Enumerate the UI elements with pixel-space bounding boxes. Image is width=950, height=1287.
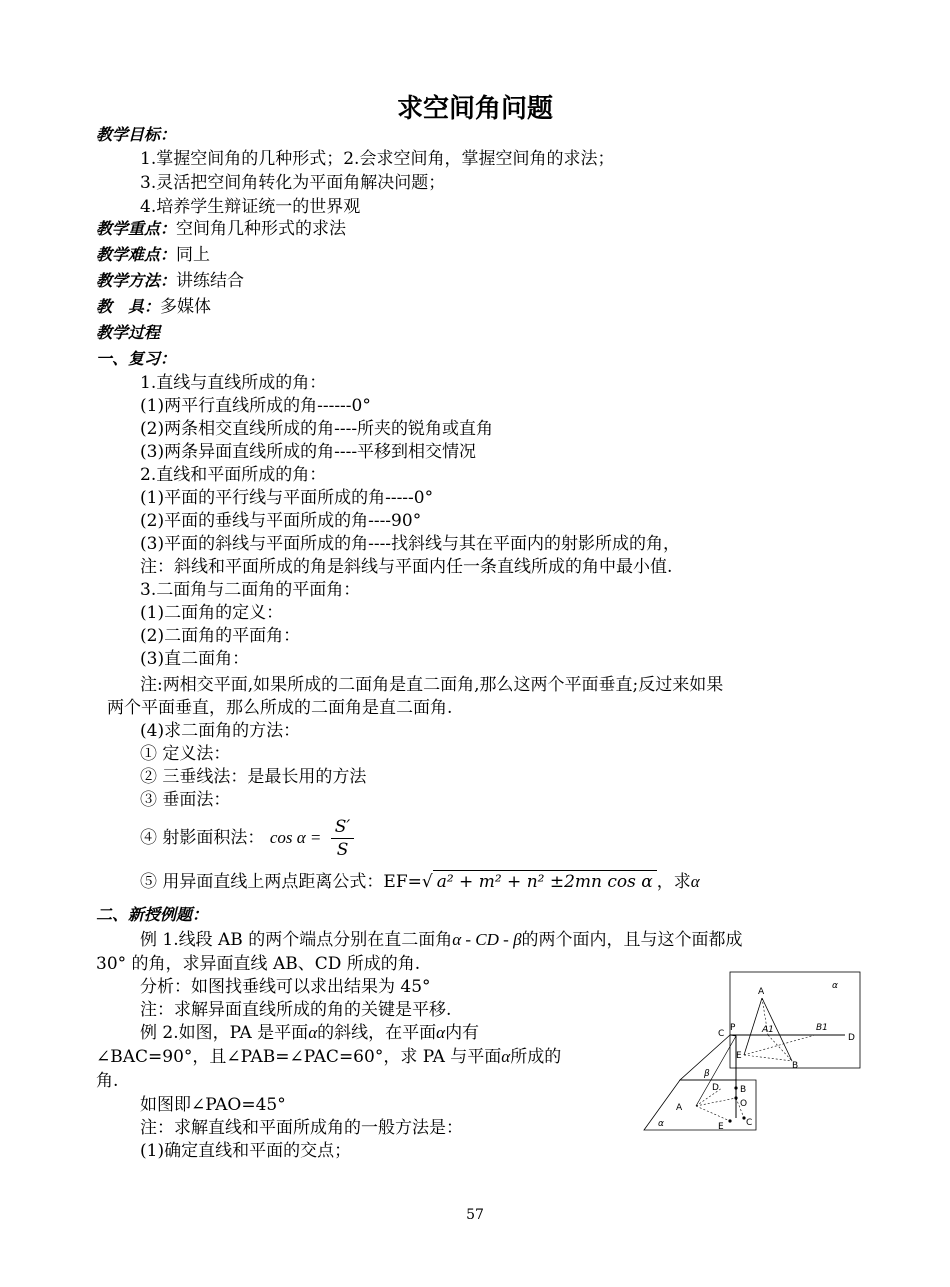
key-point-row — [96, 218, 346, 240]
line-ae — [744, 998, 762, 1055]
ex2-text-a: 例 2.如图，PA 是平面 — [140, 1023, 309, 1043]
review-line: (2)两条相交直线所成的角----所夹的锐角或直角 — [140, 419, 494, 439]
ex2-note: 注：求解直线和平面所成角的一般方法是： — [140, 1118, 463, 1138]
review-line: (1)二面角的定义： — [140, 603, 284, 623]
label-e-top: E — [736, 1051, 742, 1061]
distance-label: ⑤ 用异面直线上两点距离公式：EF= — [140, 872, 422, 892]
distance-formula-row — [140, 870, 700, 893]
review-line: 注:两相交平面,如果所成的二面角是直二面角,那么这两个平面垂直;反过来如果 — [140, 675, 724, 695]
ex2-line-2 — [96, 1046, 561, 1068]
distance-alpha: α — [690, 872, 700, 891]
ex1-text-a: 例 1.线段 AB 的两个端点分别在直二面角 — [140, 930, 453, 950]
review-line: (3)两条异面直线所成的角----平移到相交情况 — [140, 442, 477, 462]
ex1-text-b: 的两个面内，且与这个面都成 — [521, 930, 743, 950]
projection-formula-row — [140, 812, 354, 864]
line-ao — [696, 1098, 736, 1106]
line-a1-b — [768, 1035, 792, 1061]
line-e-d — [744, 1035, 815, 1055]
label-a-bottom: A — [676, 1103, 683, 1113]
difficulty-row — [96, 244, 210, 266]
label-o-bottom: O — [740, 1099, 748, 1109]
label-b-top: B — [792, 1061, 799, 1071]
ex1-line-1 — [140, 929, 743, 951]
goal-label: 教学目标： — [96, 125, 177, 144]
ex2-line2-text-a: ∠BAC=90°，且∠PAB=∠PAC=60°，求 PA 与平面 — [96, 1047, 502, 1067]
distance-tail: ，求 — [656, 872, 691, 892]
ex1-line-2: 30° 的角，求异面直线 AB、CD 所成的角. — [96, 954, 421, 974]
review-line: 两个平面垂直，那么所成的二面角是直二面角. — [107, 698, 453, 718]
process-label: 教学过程 — [96, 323, 161, 342]
projection-label: ④ 射影面积法： — [140, 828, 265, 848]
line-pa — [696, 1036, 736, 1106]
page-number: 57 — [466, 1207, 484, 1223]
review-line: ③ 垂面法： — [140, 790, 231, 810]
point-e — [728, 1119, 731, 1122]
line-e-b — [744, 1055, 792, 1061]
label-alpha-top: α — [832, 981, 838, 991]
ex2-alpha-1: α — [308, 1023, 318, 1042]
label-b1-top: B1 — [816, 1023, 828, 1033]
method-row — [96, 270, 244, 292]
sqrt-sign: √ — [421, 872, 433, 892]
difficulty-label: 教学难点： — [96, 245, 177, 264]
page-title: 求空间角问题 — [396, 94, 553, 124]
ex1-note: 注：求解异面直线所成的角的关键是平移. — [140, 1000, 452, 1020]
review-line: 3.二面角与二面角的平面角： — [140, 580, 361, 600]
ex1-math: α - CD - β — [452, 930, 522, 949]
ex1-analysis: 分析：如图找垂线可以求出结果为 45° — [140, 977, 431, 997]
review-line: 2.直线和平面所成的角： — [140, 465, 327, 485]
difficulty-text: 同上 — [176, 245, 211, 265]
label-alpha-bottom: α — [658, 1119, 664, 1129]
ex2-answer: 如图即∠PAO=45° — [140, 1095, 286, 1115]
ex2-line2-text-b: 所成的 — [510, 1047, 562, 1067]
review-line: (1)平面的平行线与平面所成的角-----0° — [140, 488, 434, 508]
ex2-alpha-2: α — [436, 1023, 446, 1042]
projection-fraction — [331, 816, 355, 861]
tools-text: 多媒体 — [160, 297, 212, 317]
projection-lhs: cos α = — [269, 828, 322, 847]
projection-numerator: S′ — [331, 816, 355, 839]
examples-heading: 二、新授例题： — [96, 905, 209, 924]
review-line: (4)求二面角的方法： — [140, 721, 301, 741]
label-a1-top: A1 — [762, 1025, 774, 1035]
review-line: ① 定义法： — [140, 744, 231, 764]
key-point-text: 空间角几种形式的求法 — [176, 219, 347, 239]
method-text: 讲练结合 — [176, 271, 245, 291]
label-b-bottom: B — [740, 1085, 747, 1095]
point-b — [734, 1086, 737, 1089]
ex2-text-c: 内有 — [445, 1023, 480, 1043]
goal-line-1: 1.掌握空间角的几种形式；2.会求空间角，掌握空间角的求法； — [140, 149, 615, 169]
review-line: (2)平面的垂线与平面所成的角----90° — [140, 511, 422, 531]
label-a-top: A — [758, 987, 765, 997]
goal-line-3: 4.培养学生辩证统一的世界观 — [140, 197, 361, 217]
label-c-bottom: C — [746, 1118, 753, 1128]
tools-label: 教 具： — [96, 297, 161, 316]
distance-radicand: a² + m² + n² ±2mn cos α — [433, 870, 657, 893]
review-line: ② 三垂线法：是最长用的方法 — [140, 767, 367, 787]
goal-line-2: 3.灵活把空间角转化为平面角解决问题； — [140, 173, 446, 193]
method-label: 教学方法： — [96, 271, 177, 290]
ex2-text-b: 的斜线，在平面 — [317, 1023, 437, 1043]
review-line: 1.直线与直线所成的角： — [140, 373, 327, 393]
label-d-bottom: D — [712, 1083, 719, 1093]
review-line: (3)平面的斜线与平面所成的角----找斜线与其在平面内的射影所成的角， — [140, 534, 681, 554]
tools-row — [96, 296, 211, 318]
label-e-bottom: E — [718, 1122, 724, 1132]
ex2-step-1: (1)确定直线和平面的交点； — [140, 1141, 352, 1161]
projection-denominator: S — [336, 840, 349, 860]
ex2-line-1 — [140, 1022, 479, 1044]
dihedral-figure — [640, 968, 870, 1138]
review-line: 注：斜线和平面所成的角是斜线与平面内任一条直线所成的角中最小值. — [140, 557, 673, 577]
label-beta-bottom: β — [704, 1069, 710, 1079]
line-ae — [696, 1106, 730, 1121]
key-point-label: 教学重点： — [96, 219, 177, 238]
point-o — [734, 1096, 737, 1099]
ex2-line-3: 角. — [96, 1071, 119, 1091]
review-line: (2)二面角的平面角： — [140, 626, 301, 646]
review-line: (3)直二面角： — [140, 649, 250, 669]
ex2-alpha-3: α — [501, 1047, 511, 1066]
review-line: (1)两平行直线所成的角------0° — [140, 396, 371, 416]
label-d-top: D — [848, 1033, 855, 1043]
label-p-top: P — [730, 1023, 736, 1033]
review-heading: 一、复习： — [96, 349, 177, 368]
label-c-top: C — [718, 1029, 725, 1039]
